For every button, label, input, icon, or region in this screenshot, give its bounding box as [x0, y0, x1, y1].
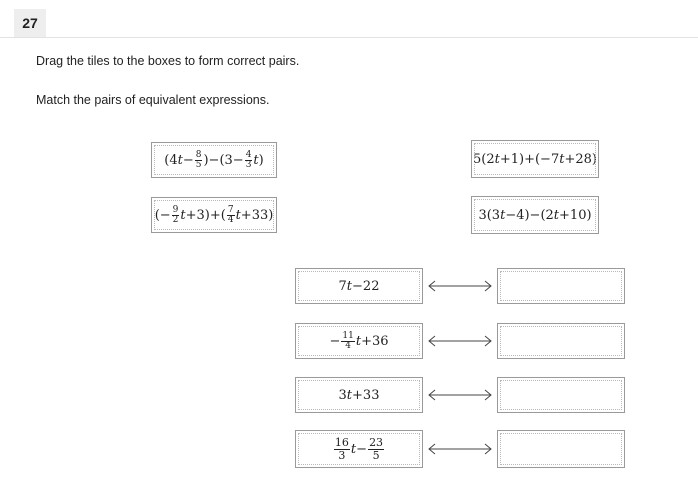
drop-box-3[interactable]	[497, 377, 625, 413]
fraction-numerator: 4	[245, 149, 252, 160]
fraction-denominator: 3	[338, 448, 346, 462]
expr-text: (−	[154, 207, 171, 223]
expr-variable: t	[253, 152, 259, 168]
double-headed-arrow-icon	[427, 443, 493, 455]
double-headed-arrow-icon	[427, 389, 493, 401]
fraction-numerator: 8	[195, 149, 202, 160]
tile-1[interactable]	[151, 142, 277, 178]
expr-variable: t	[350, 441, 357, 457]
target-expression-2	[295, 323, 423, 359]
expr-text: (4	[164, 152, 178, 168]
expr-text: 3(3	[478, 207, 501, 223]
expr-variable: t	[355, 333, 362, 349]
tile-4[interactable]	[471, 196, 599, 234]
expr-text: )	[258, 152, 264, 168]
expr-fraction	[245, 151, 253, 170]
expr-variable: t	[559, 151, 565, 167]
tile-expression	[164, 151, 263, 170]
target-expression	[333, 437, 385, 462]
drop-box-2[interactable]	[497, 323, 625, 359]
expr-text: −	[356, 441, 368, 457]
expr-fraction	[341, 332, 354, 351]
fraction-denominator: 4	[345, 340, 351, 351]
expr-fraction	[172, 206, 180, 225]
question-number: 27	[14, 9, 46, 37]
expr-variable: t	[494, 151, 500, 167]
fraction-numerator: 16	[334, 435, 349, 449]
expr-text: −4)−(2	[505, 207, 554, 223]
expr-variable: t	[346, 387, 353, 403]
fraction-numerator: 23	[369, 435, 384, 449]
fraction-numerator: 9	[172, 204, 179, 215]
expr-text: 5(2	[473, 151, 495, 167]
expr-fraction	[227, 206, 235, 225]
expr-variable: t	[500, 207, 506, 223]
tile-expression	[478, 208, 591, 223]
fraction-denominator: 3	[245, 159, 252, 170]
expr-variable: t	[235, 207, 241, 223]
expr-text: )−(3−	[203, 152, 244, 168]
fraction-denominator: 5	[372, 448, 380, 462]
expr-text: 3	[338, 387, 347, 403]
expr-text: −	[182, 152, 194, 168]
tile-2[interactable]	[471, 140, 599, 178]
target-expression	[339, 388, 380, 403]
fraction-numerator: 7	[227, 204, 234, 215]
double-headed-arrow-icon	[427, 335, 493, 347]
expr-text: +33)	[240, 207, 274, 223]
fraction-denominator: 2	[172, 214, 179, 225]
expr-text: 7	[338, 278, 347, 294]
target-expression	[329, 332, 388, 351]
expr-fraction	[334, 437, 350, 462]
expr-text: +1)+(−7	[499, 151, 560, 167]
expr-fraction	[195, 151, 203, 170]
drop-box-1[interactable]	[497, 268, 625, 304]
target-expression	[339, 279, 380, 294]
expr-text: +33	[352, 387, 380, 403]
expr-text: +28)	[564, 151, 597, 167]
expr-text: −	[329, 333, 341, 349]
expr-text: +3)+(	[185, 207, 226, 223]
expr-text: −22	[352, 278, 380, 294]
target-expression-1	[295, 268, 423, 304]
header-divider	[0, 37, 698, 38]
expr-variable: t	[553, 207, 560, 223]
expr-text: +36	[361, 333, 389, 349]
expr-fraction	[368, 437, 384, 462]
target-expression-3	[295, 377, 423, 413]
expr-variable: t	[346, 278, 353, 294]
double-headed-arrow-icon	[427, 280, 493, 292]
target-expression-4	[295, 430, 423, 468]
tile-expression	[155, 206, 274, 225]
expr-text: +10)	[559, 207, 592, 223]
tile-3[interactable]	[151, 197, 277, 233]
fraction-denominator: 4	[227, 214, 234, 225]
fraction-numerator: 11	[342, 330, 354, 341]
tile-expression	[473, 152, 597, 167]
fraction-denominator: 5	[195, 159, 202, 170]
instruction-match: Match the pairs of equivalent expressions.	[36, 93, 270, 107]
expr-variable: t	[180, 207, 186, 223]
instruction-drag: Drag the tiles to the boxes to form correct pairs.	[36, 54, 300, 68]
expr-variable: t	[177, 152, 183, 168]
drop-box-4[interactable]	[497, 430, 625, 468]
